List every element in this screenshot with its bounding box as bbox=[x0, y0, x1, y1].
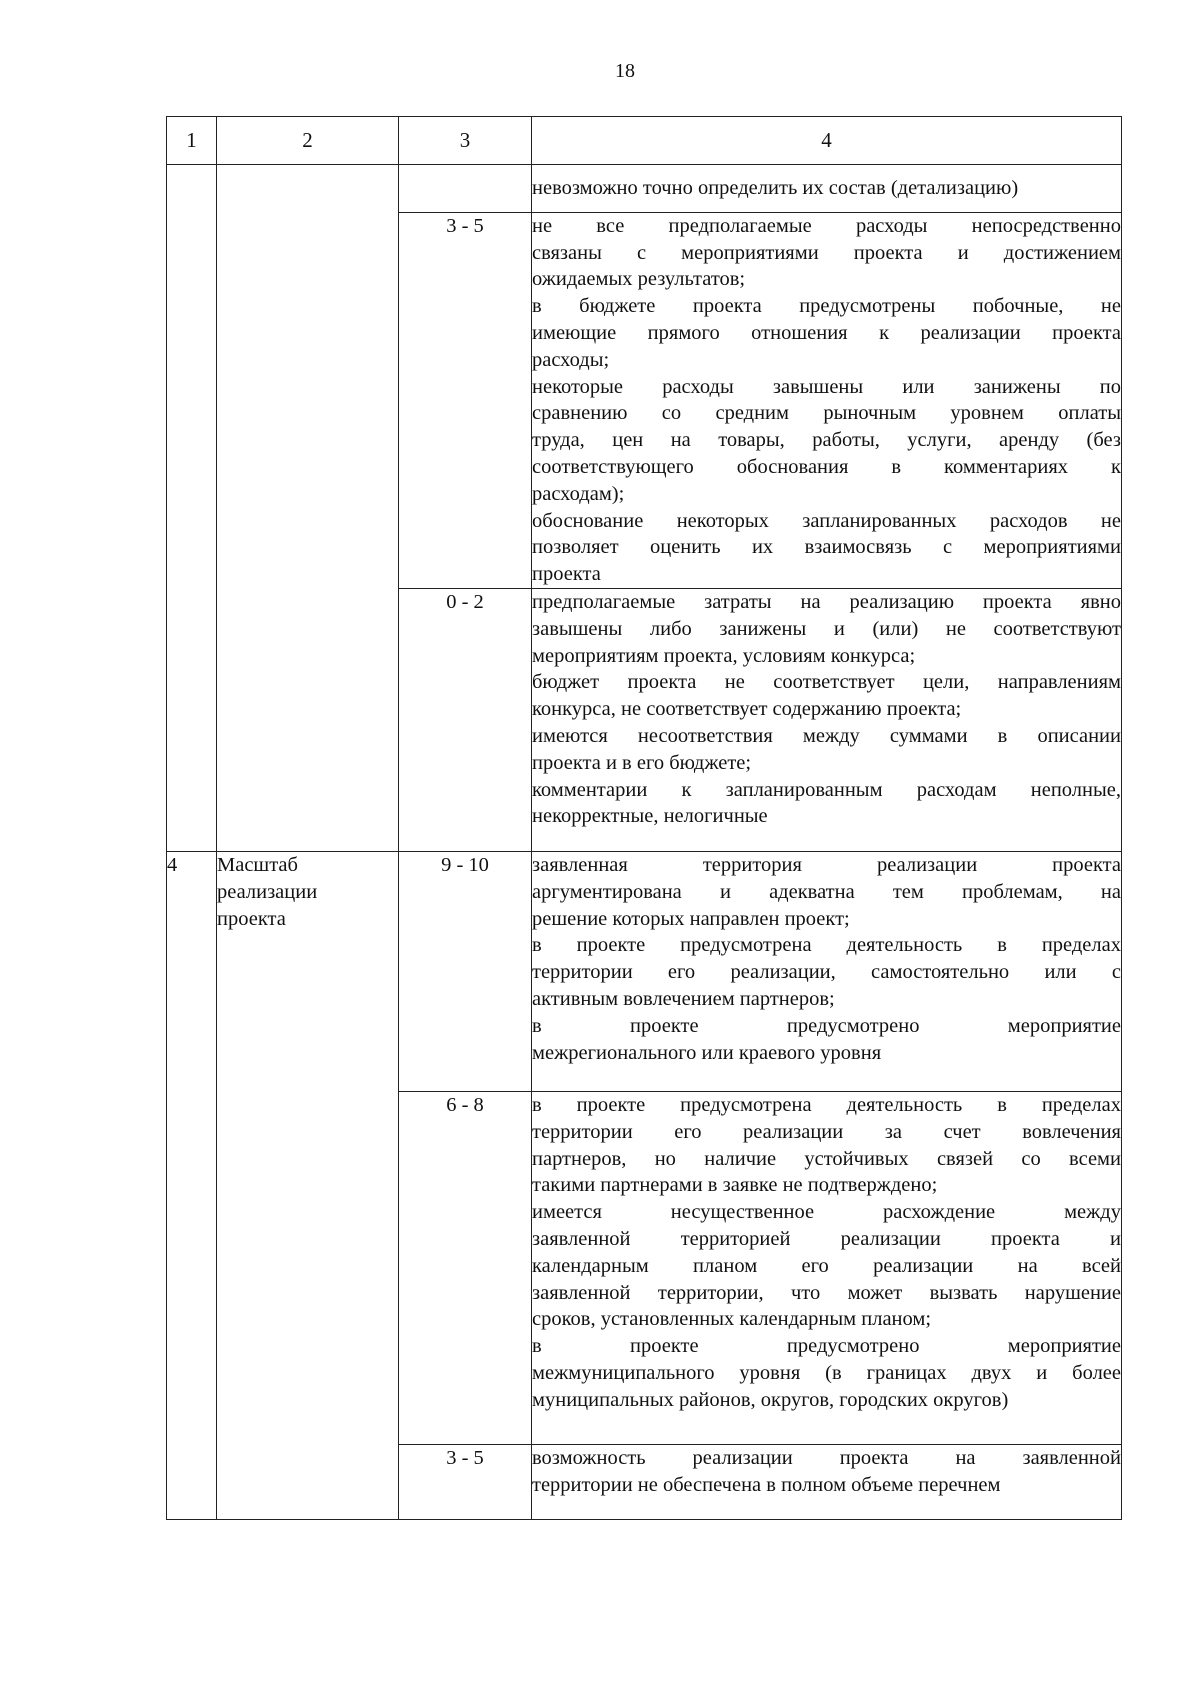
criterion-line: реализации bbox=[217, 880, 318, 903]
description-line: конкурса, не соответствует содержанию проекта; bbox=[532, 698, 962, 721]
table-header bbox=[167, 117, 1122, 165]
description-line: комментарии к запланированным расходам неполные, bbox=[532, 778, 1121, 801]
score-cell bbox=[399, 165, 532, 213]
description-line: территории его реализации за счет вовлечения bbox=[532, 1120, 1121, 1143]
criterion-line: проекта bbox=[217, 907, 286, 930]
description-line: в бюджете проекта предусмотрены побочные, не bbox=[532, 295, 1121, 318]
description-line: соответствующего обоснования в комментариях к bbox=[532, 455, 1121, 478]
description-line: партнеров, но наличие устойчивых связей со всеми bbox=[532, 1147, 1121, 1170]
header-col-3: 3 bbox=[399, 117, 532, 165]
description-line: решение которых направлен проект; bbox=[532, 907, 850, 930]
description-line: предполагаемые затраты на реализацию проекта явно bbox=[532, 590, 1121, 613]
description-line: заявленной территории, что может вызвать нарушение bbox=[532, 1281, 1121, 1304]
number-cell bbox=[167, 165, 217, 852]
description-line: труда, цен на товары, работы, услуги, аренду (без bbox=[532, 429, 1121, 452]
description-line: сроков, установленных календарным планом; bbox=[532, 1308, 932, 1331]
description-line: позволяет оценить их взаимосвязь с мероприятиями bbox=[532, 536, 1121, 559]
description-line: территории не обеспечена в полном объеме перечнем bbox=[532, 1473, 1001, 1496]
description-line: календарным планом его реализации на всей bbox=[532, 1254, 1121, 1277]
description-line: такими партнерами в заявке не подтверждено; bbox=[532, 1174, 938, 1197]
description-line: аргументирована и адекватна тем проблемам, на bbox=[532, 880, 1121, 903]
description-line: ожидаемых результатов; bbox=[532, 268, 746, 291]
description-cell bbox=[532, 1091, 1122, 1444]
description-line: связаны с мероприятиями проекта и достижением bbox=[532, 241, 1121, 264]
description-line: межрегионального или краевого уровня bbox=[532, 1041, 882, 1064]
criterion-line: Масштаб bbox=[217, 853, 298, 876]
description-line: межмуниципального уровня (в границах двух и более bbox=[532, 1361, 1121, 1384]
description-cell bbox=[532, 588, 1122, 851]
description-line: в проекте предусмотрено мероприятие bbox=[532, 1335, 1121, 1358]
description-line: проекта bbox=[532, 563, 601, 586]
description-cell bbox=[532, 165, 1122, 213]
header-col-4: 4 bbox=[532, 117, 1122, 165]
description-line: в проекте предусмотрена деятельность в пределах bbox=[532, 934, 1121, 957]
score-cell: 3 - 5 bbox=[399, 1444, 532, 1519]
description-line: не все предполагаемые расходы непосредственно bbox=[532, 214, 1121, 237]
description-line: обоснование некоторых запланированных расходов не bbox=[532, 509, 1121, 532]
score-cell: 0 - 2 bbox=[399, 588, 532, 851]
description-line: расходы; bbox=[532, 348, 610, 371]
description-line: проекта и в его бюджете; bbox=[532, 751, 752, 774]
table-row bbox=[167, 165, 1122, 213]
description-line: некоторые расходы завышены или занижены по bbox=[532, 375, 1121, 398]
score-cell: 9 - 10 bbox=[399, 851, 532, 1091]
description-line: мероприятиям проекта, условиям конкурса; bbox=[532, 644, 916, 667]
description-line: сравнению со средним рыночным уровнем оплаты bbox=[532, 402, 1121, 425]
description-line: расходам); bbox=[532, 482, 625, 505]
table-row bbox=[167, 851, 1122, 1091]
description-cell bbox=[532, 212, 1122, 588]
criterion-cell bbox=[217, 165, 399, 852]
description-line: заявленной территорией реализации проекта и bbox=[532, 1227, 1121, 1250]
description-line: активным вовлечением партнеров; bbox=[532, 987, 835, 1010]
description-line: заявленная территория реализации проекта bbox=[532, 853, 1121, 876]
description-line: муниципальных районов, округов, городских округов) bbox=[532, 1388, 1009, 1411]
description-line: в проекте предусмотрено мероприятие bbox=[532, 1014, 1121, 1037]
description-cell bbox=[532, 1444, 1122, 1519]
description-line: имеется несущественное расхождение между bbox=[532, 1201, 1121, 1224]
description-line: невозможно точно определить их состав (детализацию) bbox=[532, 177, 1019, 199]
description-cell bbox=[532, 851, 1122, 1091]
header-col-2: 2 bbox=[217, 117, 399, 165]
header-col-1: 1 bbox=[167, 117, 217, 165]
description-line: завышены либо занижены и (или) не соответствуют bbox=[532, 617, 1121, 640]
score-cell: 3 - 5 bbox=[399, 212, 532, 588]
page-number: 18 bbox=[615, 60, 635, 82]
criterion-cell bbox=[217, 851, 399, 1519]
description-line: в проекте предусмотрена деятельность в пределах bbox=[532, 1093, 1121, 1116]
description-line: возможность реализации проекта на заявленной bbox=[532, 1446, 1121, 1469]
description-line: имеющие прямого отношения к реализации проекта bbox=[532, 321, 1121, 344]
description-line: бюджет проекта не соответствует цели, направлениям bbox=[532, 671, 1121, 694]
number-cell: 4 bbox=[167, 851, 217, 1519]
description-line: территории его реализации, самостоятельно или с bbox=[532, 961, 1121, 984]
description-line: имеются несоответствия между суммами в описании bbox=[532, 724, 1121, 747]
description-line: некорректные, нелогичные bbox=[532, 805, 768, 828]
criteria-table bbox=[166, 116, 1122, 1520]
score-cell: 6 - 8 bbox=[399, 1091, 532, 1444]
